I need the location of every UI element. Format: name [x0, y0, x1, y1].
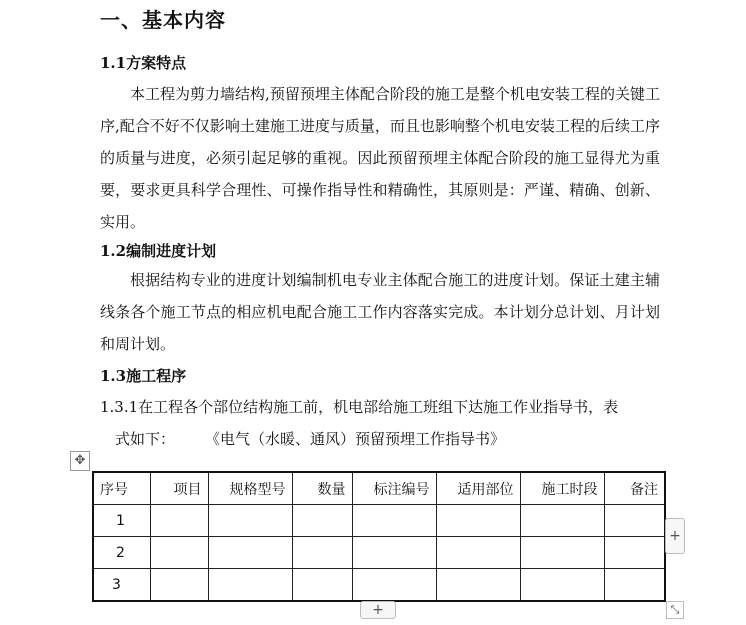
section-title-1-1: 1.1方案特点	[100, 54, 187, 72]
table-cell[interactable]	[520, 537, 604, 569]
section-title-1-2: 1.2编制进度计划	[100, 242, 217, 260]
table-cell[interactable]	[604, 569, 665, 602]
table-cell[interactable]	[436, 505, 520, 537]
table-header-cell[interactable]: 施工时段	[520, 472, 604, 505]
table-cell[interactable]	[436, 537, 520, 569]
table-cell[interactable]	[292, 537, 352, 569]
table-resize-icon[interactable]: ⤡	[666, 601, 684, 619]
section-body-1-3-line1: 1.3.1在工程各个部位结构施工前，机电部给施工班组下达施工作业指导书，表	[100, 398, 619, 416]
instruction-table	[92, 471, 666, 602]
section-body-1-1: 本工程为剪力墙结构,预留预埋主体配合阶段的施工是整个机电安装工程的关键工序,配合不好不仅影响土建施工进度与质量，而且也影响整个机电安装工程的后续工序的质量与进度，必须引起足够的重视。因此预留预埋主体配合阶段的施工显得尤为重要，要求更具科学合理性、可操作指导性和精确性，其原则是：严谨、精确、创新、实用。	[100, 85, 660, 231]
instruction-doc-title: 《电气（水暖、通风）预留预埋工作指导书》	[205, 430, 506, 448]
table-header-cell[interactable]: 备注	[604, 472, 665, 505]
table-cell[interactable]	[208, 569, 292, 602]
table-cell[interactable]	[208, 537, 292, 569]
table-cell[interactable]	[604, 505, 665, 537]
table-cell[interactable]	[352, 505, 436, 537]
table-cell[interactable]	[150, 505, 208, 537]
table-cell[interactable]	[520, 569, 604, 602]
table-cell[interactable]	[436, 569, 520, 602]
table-cell[interactable]: 1	[93, 505, 150, 537]
table-cell[interactable]	[208, 505, 292, 537]
table-cell[interactable]	[604, 537, 665, 569]
table-cell[interactable]	[520, 505, 604, 537]
add-column-button[interactable]: +	[665, 518, 685, 554]
table-header-cell[interactable]: 数量	[292, 472, 352, 505]
table-cell[interactable]: 3	[93, 569, 150, 602]
table-row	[93, 537, 665, 569]
table-header-cell[interactable]: 序号	[93, 472, 150, 505]
table-cell[interactable]	[292, 569, 352, 602]
section-body-1-3-line2: 式如下：	[115, 430, 176, 448]
table-header-cell[interactable]: 规格型号	[208, 472, 292, 505]
table-cell[interactable]: 2	[93, 537, 150, 569]
table-cell[interactable]	[150, 537, 208, 569]
table-cell[interactable]	[352, 537, 436, 569]
section-body-1-2: 根据结构专业的进度计划编制机电专业主体配合施工的进度计划。保证土建主辅线条各个施工节点的相应机电配合施工工作内容落实完成。本计划分总计划、月计划和周计划。	[100, 271, 660, 353]
page-heading: 一、基本内容	[100, 8, 226, 32]
table-row	[93, 505, 665, 537]
section-title-1-3: 1.3施工程序	[100, 367, 187, 385]
table-cell[interactable]	[352, 569, 436, 602]
table-cell[interactable]	[150, 569, 208, 602]
table-header-row	[93, 472, 665, 505]
table-header-cell[interactable]: 标注编号	[352, 472, 436, 505]
table-row	[93, 569, 665, 602]
table-header-cell[interactable]: 适用部位	[436, 472, 520, 505]
table-header-cell[interactable]: 项目	[150, 472, 208, 505]
table-move-icon[interactable]: ✥	[70, 451, 90, 471]
add-row-button[interactable]: +	[360, 601, 396, 619]
table-cell[interactable]	[292, 505, 352, 537]
